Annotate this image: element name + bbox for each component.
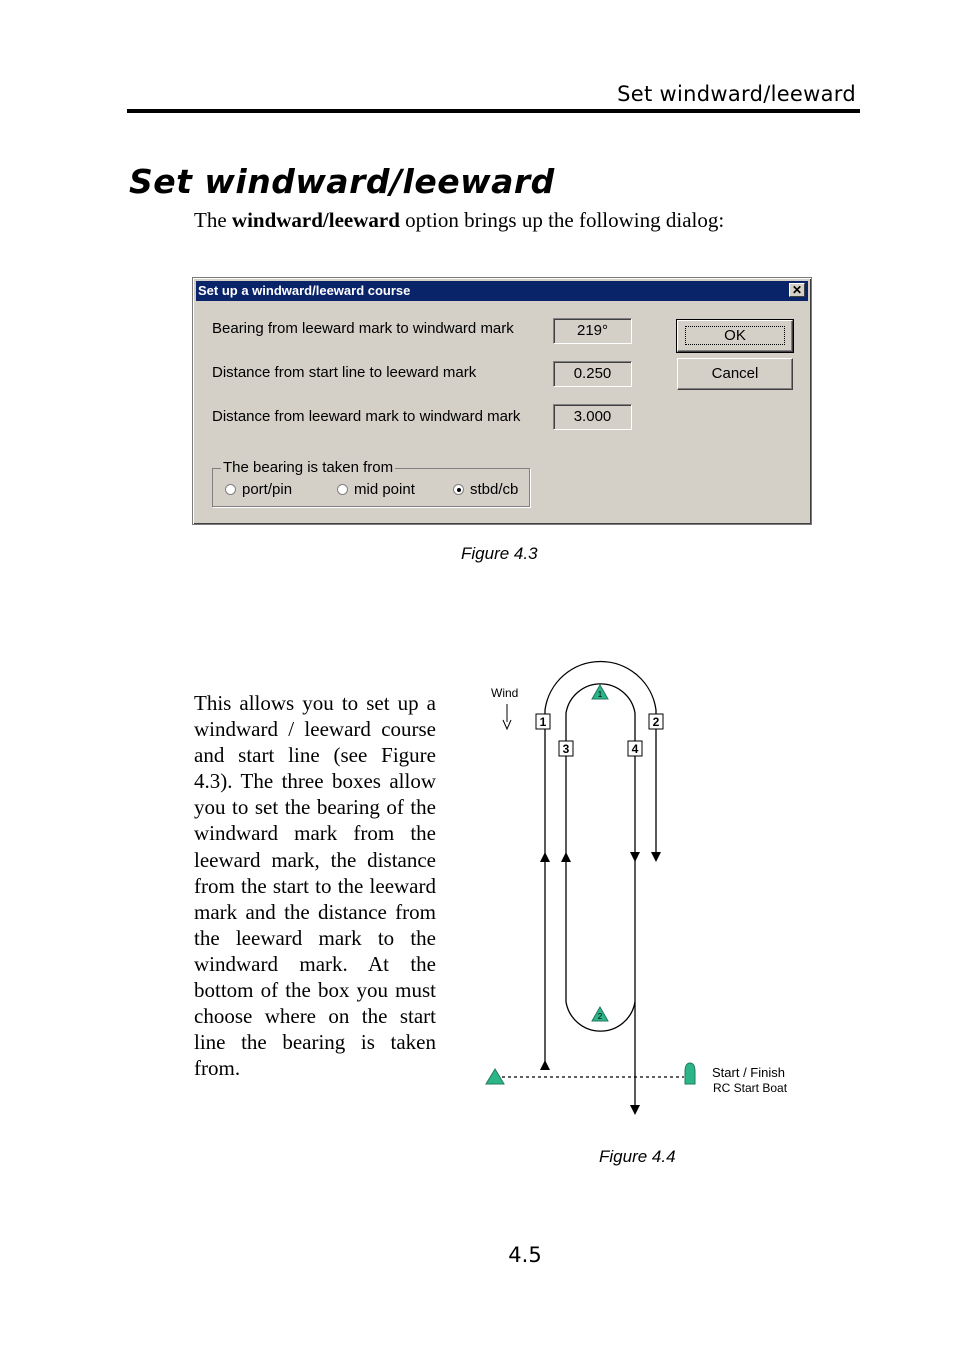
leg-box-3 <box>559 741 573 756</box>
leg-box-2 <box>649 714 663 729</box>
cancel-button[interactable]: Cancel <box>677 358 793 390</box>
intro-pre: The <box>194 208 232 232</box>
leg2-arrow <box>651 852 661 862</box>
bearing-label: Bearing from leeward mark to windward mark <box>212 320 514 337</box>
leeward-mark-icon <box>592 1007 608 1021</box>
leg-box-1 <box>536 714 550 729</box>
body-paragraph: This allows you to set up a windward / leeward course and start line (see Figure 4.3). The three boxes allow you to set the bearing of the windward mark from the leeward mark, the distance from the start to the leeward mark and the distance from the leeward mark to the windward mark. At the bottom of the box you must choose where on the start line the bearing is taken from. <box>194 691 436 1081</box>
start-distance-label: Distance from start line to leeward mark <box>212 364 477 381</box>
header-rule <box>127 109 860 113</box>
page-number: 4.5 <box>508 1243 542 1267</box>
leg-label-2: 2 <box>652 715 660 729</box>
mark-label-1: 1 <box>597 690 603 699</box>
radio-mid-point[interactable] <box>337 481 415 498</box>
ok-button[interactable] <box>677 320 793 352</box>
course-diagram <box>470 640 810 1130</box>
radio-stbd-cb-indicator <box>453 484 464 495</box>
mark-label-2: 2 <box>597 1012 603 1021</box>
finish-arrow <box>630 1105 640 1115</box>
dialog-titlebar <box>196 281 808 301</box>
intro-post: option brings up the following dialog: <box>399 208 725 232</box>
bearing-field[interactable]: 219° <box>553 318 632 344</box>
leg-label-1: 1 <box>539 715 547 729</box>
start-finish-label: Start / Finish <box>712 1065 785 1080</box>
intro-paragraph <box>194 208 724 233</box>
radio-stbd-cb-label: stbd/cb <box>470 481 519 498</box>
figure-caption-1: Figure 4.3 <box>461 544 538 563</box>
inner-course-loop <box>566 684 635 1031</box>
intro-bold: windward/leeward <box>231 208 400 232</box>
radio-stbd-cb[interactable] <box>453 481 518 498</box>
radio-mid-point-label: mid point <box>354 481 415 498</box>
leg-box-4 <box>628 741 642 756</box>
windward-mark-icon <box>592 685 608 699</box>
pin-mark-icon <box>486 1069 504 1084</box>
section-title: Set windward/leeward <box>129 162 555 201</box>
leg4-arrow <box>630 852 640 862</box>
start-arrow <box>540 1060 550 1070</box>
rc-boat-label: RC Start Boat <box>713 1081 788 1095</box>
rc-boat-icon <box>685 1063 695 1084</box>
radio-mid-point-indicator <box>337 484 348 495</box>
radio-port-pin-indicator <box>225 484 236 495</box>
ok-label: OK <box>685 326 785 345</box>
wind-label: Wind <box>491 686 519 700</box>
windward-distance-field[interactable]: 3.000 <box>553 404 632 430</box>
dialog-title: Set up a windward/leeward course <box>198 283 411 298</box>
radio-port-pin[interactable] <box>225 481 292 498</box>
leg-label-4: 4 <box>631 742 639 756</box>
figure-caption-2: Figure 4.4 <box>599 1147 676 1166</box>
windward-leeward-dialog <box>192 277 812 525</box>
radio-port-pin-label: port/pin <box>242 481 293 498</box>
leg3-arrow <box>561 852 571 862</box>
windward-distance-label: Distance from leeward mark to windward mark <box>212 408 521 425</box>
leg1-arrow <box>540 852 550 862</box>
leg-label-3: 3 <box>562 742 570 756</box>
start-distance-field[interactable]: 0.250 <box>553 361 632 387</box>
close-icon[interactable]: ✕ <box>789 283 805 297</box>
group-label: The bearing is taken from <box>223 459 394 476</box>
running-head: Set windward/leeward <box>617 82 856 106</box>
bearing-origin-group <box>212 459 530 507</box>
